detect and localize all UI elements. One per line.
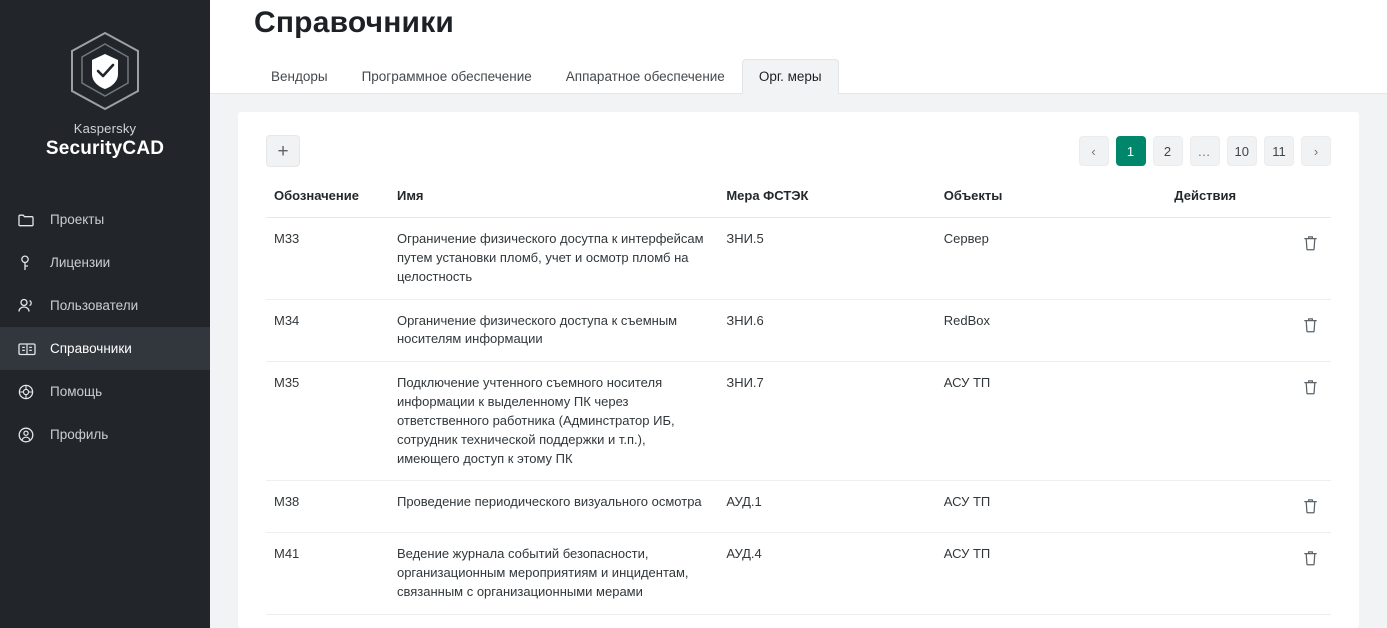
pagination (1079, 136, 1331, 166)
table-head (266, 182, 1331, 218)
cell-name: Проведение периодического визуального осмотра (389, 481, 718, 533)
cell-object: Сервер (936, 218, 1167, 300)
key-icon (18, 255, 44, 271)
column-header-name: Имя (389, 182, 718, 218)
table-row[interactable] (266, 218, 1331, 300)
cell-actions (1166, 218, 1331, 300)
cell-actions (1166, 299, 1331, 362)
column-header-actions: Действия (1166, 182, 1331, 218)
cell-fstek: АУД.4 (718, 533, 935, 615)
trash-icon[interactable] (1297, 374, 1323, 400)
sidebar-item-label: Помощь (50, 384, 103, 399)
tab-hardware[interactable]: Аппаратное обеспечение (565, 69, 725, 84)
sidebar-item-users[interactable] (0, 284, 210, 327)
sidebar-item-label: Пользователи (50, 298, 139, 313)
cell-code: М35 (266, 362, 389, 481)
table-row[interactable] (266, 481, 1331, 533)
tab-org-measures[interactable]: Орг. меры (742, 59, 839, 94)
table-toolbar (266, 134, 1331, 168)
cell-code: М33 (266, 218, 389, 300)
table-header-row (266, 182, 1331, 218)
table-row[interactable] (266, 533, 1331, 615)
user-circle-icon (18, 427, 44, 443)
cell-name: Ограничение физического досутпа к интерфейсам путем установки пломб, учет и осмотр пломб на целостность (389, 218, 718, 300)
tab-bar (254, 59, 839, 94)
cell-object: АСУ ТП (936, 533, 1167, 615)
sidebar-item-catalogs[interactable] (0, 327, 210, 370)
cell-object: АСУ ТП (936, 481, 1167, 533)
pagination-page-2[interactable]: 2 (1153, 136, 1183, 166)
cell-actions (1166, 533, 1331, 615)
sidebar-nav (0, 198, 210, 456)
cell-code: М38 (266, 481, 389, 533)
cell-code: М41 (266, 533, 389, 615)
sidebar-item-licenses[interactable] (0, 241, 210, 284)
catalog-card (238, 112, 1359, 628)
pagination-next[interactable]: › (1301, 136, 1331, 166)
sidebar-item-projects[interactable] (0, 198, 210, 241)
cell-actions (1166, 481, 1331, 533)
add-row-button[interactable]: + (266, 135, 300, 167)
sidebar-item-profile[interactable] (0, 413, 210, 456)
cell-fstek: ЗНИ.7 (718, 362, 935, 481)
table-row[interactable] (266, 299, 1331, 362)
lifebuoy-icon (18, 384, 44, 400)
sidebar (0, 0, 210, 628)
content-area (210, 94, 1387, 628)
pagination-page-10[interactable]: 10 (1227, 136, 1257, 166)
main-area (210, 0, 1387, 628)
cell-name: Ведение журнала событий безопасности, организационным мероприятиям и инцидентам, связанным с организационными мерами (389, 533, 718, 615)
sidebar-item-label: Профиль (50, 427, 109, 442)
trash-icon[interactable] (1297, 312, 1323, 338)
pagination-prev[interactable]: ‹ (1079, 136, 1109, 166)
brand-block (0, 0, 210, 160)
sidebar-item-label: Лицензии (50, 255, 111, 270)
tab-vendors[interactable]: Вендоры (271, 69, 328, 84)
sidebar-item-label: Проекты (50, 212, 105, 227)
cell-fstek: ЗНИ.5 (718, 218, 935, 300)
shield-hex-icon (68, 30, 142, 112)
folder-icon (18, 213, 44, 227)
sidebar-item-label: Справочники (50, 341, 132, 356)
brand-line-2: SecurityCAD (45, 138, 165, 159)
users-icon (18, 298, 44, 313)
cell-fstek: ЗНИ.6 (718, 299, 935, 362)
trash-icon[interactable] (1297, 545, 1323, 571)
sidebar-item-help[interactable] (0, 370, 210, 413)
cell-object: АСУ ТП (936, 362, 1167, 481)
page-header (210, 0, 1387, 94)
pagination-page-1[interactable]: 1 (1116, 136, 1146, 166)
column-header-code: Обозначение (266, 182, 389, 218)
cell-code: М34 (266, 299, 389, 362)
cell-fstek: АУД.1 (718, 481, 935, 533)
column-header-objects: Объекты (936, 182, 1167, 218)
cell-name: Подключение учтенного съемного носителя информации к выделенному ПК через ответственного работника (Админстратор ИБ, сотрудник технической поддержки и т.п.), имеющего доступ к этому ПК (389, 362, 718, 481)
pagination-ellipsis: … (1190, 136, 1220, 166)
org-measures-table (266, 182, 1331, 615)
brand-line-1: Kaspersky (73, 121, 137, 136)
page-title: Справочники (254, 6, 455, 39)
cell-object: RedBox (936, 299, 1167, 362)
column-header-fstek: Мера ФСТЭК (718, 182, 935, 218)
cell-actions (1166, 362, 1331, 481)
trash-icon[interactable] (1297, 493, 1323, 519)
cell-name: Органичение физического доступа к съемным носителям информации (389, 299, 718, 362)
trash-icon[interactable] (1297, 230, 1323, 256)
tab-software[interactable]: Программное обеспечение (361, 69, 532, 84)
pagination-page-11[interactable]: 11 (1264, 136, 1294, 166)
table-row[interactable] (266, 362, 1331, 481)
book-icon (18, 342, 44, 356)
table-body (266, 218, 1331, 615)
